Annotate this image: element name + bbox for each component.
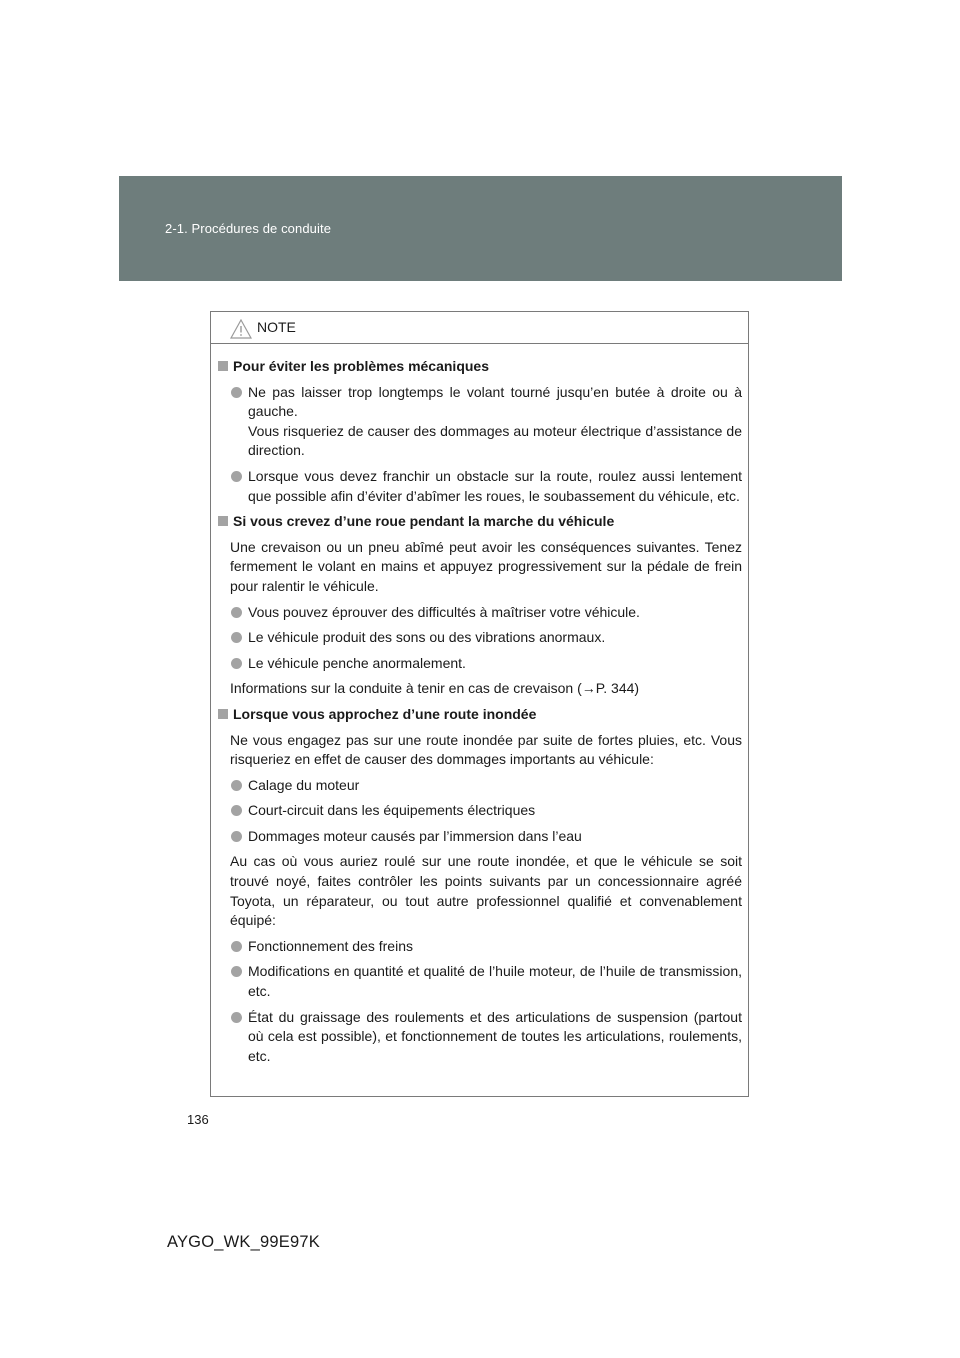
bullet-item: Court-circuit dans les équipements électriques	[217, 801, 742, 821]
bullet-dot-icon	[231, 941, 242, 952]
page-number: 136	[187, 1112, 209, 1127]
bullet-item: Fonctionnement des freins	[217, 937, 742, 957]
note-box	[210, 311, 749, 1097]
bullet-item: Modifications en quantité et qualité de l’huile moteur, de l’huile de transmission, etc.	[217, 962, 742, 1001]
paragraph: Au cas où vous auriez roulé sur une route inondée, et que le véhicule se soit trouvé noyé, faites contrôler les points suivants par un concessionnaire agréé Toyota, un réparateur, ou tout autre professionnel qualifié et convenablement équipé:	[230, 853, 742, 929]
bullet-dot-icon	[231, 966, 242, 977]
section-title: Si vous crevez d’une roue pendant la marche du véhicule	[217, 512, 742, 532]
bullet-dot-icon	[231, 387, 242, 398]
bullet-dot-icon	[231, 831, 242, 842]
note-section	[217, 357, 742, 506]
bullet-item: Le véhicule penche anormalement.	[217, 654, 742, 674]
document-code: AYGO_WK_99E97K	[167, 1233, 320, 1251]
note-header	[211, 312, 748, 344]
bullet-item: Dommages moteur causés par l’immersion dans l’eau	[217, 827, 742, 847]
bullet-dot-icon	[231, 471, 242, 482]
page-reference: Informations sur la conduite à tenir en cas de crevaison (→P. 344)	[230, 680, 640, 697]
section-label: 2-1. Procédures de conduite	[165, 221, 332, 236]
bullet-item: État du graissage des roulements et des articulations de suspension (partout où cela est possible), et fonctionnement de toutes les articulations, roulements, etc.	[217, 1008, 742, 1067]
square-bullet-icon	[218, 709, 228, 719]
note-body	[211, 344, 748, 1066]
bullet-dot-icon	[231, 780, 242, 791]
bullet-item: Le véhicule produit des sons ou des vibrations anormaux.	[217, 628, 742, 648]
section-title: Lorsque vous approchez d’une route inondée	[217, 705, 742, 725]
note-section	[217, 705, 742, 1067]
section-title: Pour éviter les problèmes mécaniques	[217, 357, 742, 377]
square-bullet-icon	[218, 516, 228, 526]
bullet-dot-icon	[231, 805, 242, 816]
bullet-item: Ne pas laisser trop longtemps le volant tourné jusqu’en butée à droite ou à gauche. Vous risqueriez de causer des dommages au moteur électrique d’assistance de direction.	[217, 383, 742, 461]
bullet-item: Calage du moteur	[217, 776, 742, 796]
note-section	[217, 512, 742, 699]
paragraph: Une crevaison ou un pneu abîmé peut avoir les conséquences suivantes. Tenez fermement le volant en mains et appuyez progressivement sur la pédale de frein pour ralentir le véhicule.	[230, 538, 742, 594]
bullet-dot-icon	[231, 1012, 242, 1023]
bullet-item: Vous pouvez éprouver des difficultés à maîtriser votre véhicule.	[217, 603, 742, 623]
bullet-dot-icon	[231, 607, 242, 618]
bullet-item: Lorsque vous devez franchir un obstacle sur la route, roulez aussi lentement que possible afin d’éviter d’abîmer les roues, le soubassement du véhicule, etc.	[217, 467, 742, 506]
bullet-dot-icon	[231, 632, 242, 643]
warning-triangle-icon	[230, 319, 252, 339]
paragraph: Ne vous engagez pas sur une route inondée par suite de fortes pluies, etc. Vous risqueriez en effet de causer des dommages importants au véhicule:	[230, 731, 742, 768]
bullet-dot-icon	[231, 658, 242, 669]
note-title: NOTE	[257, 319, 296, 335]
square-bullet-icon	[218, 361, 228, 371]
